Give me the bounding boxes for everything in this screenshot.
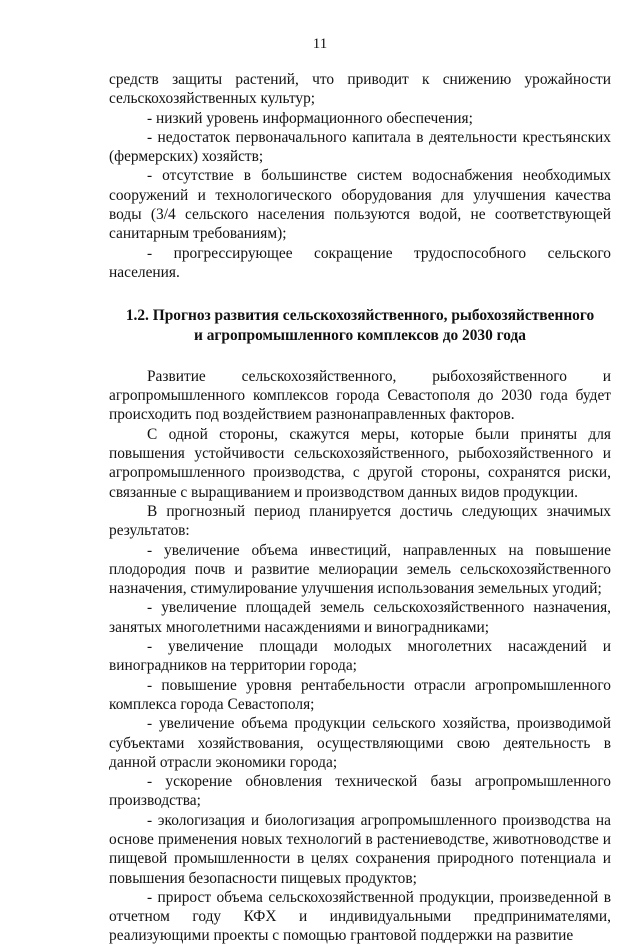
section-heading-line2: и агропромышленного комплексов до 2030 года (194, 326, 526, 344)
section-heading-line1: 1.2. Прогноз развития сельскохозяйственного, рыбохозяйственного (125, 307, 595, 325)
list-item: - ускорение обновления технической базы агропромышленного производства; (109, 773, 611, 810)
list-item: - недостаток первоначального капитала в деятельности крестьянских (фермерских) хозяйств; (109, 128, 611, 166)
paragraph-continuation: средств защиты растений, что приводит к снижению урожайности сельскохозяйственных культур; (109, 71, 611, 108)
list-item: - низкий уровень информационного обеспечения; (147, 109, 473, 127)
paragraph: С одной стороны, скажутся меры, которые были приняты для повышения устойчивости сельскохозяйственного, рыбохозяйственного и агропромышленного производства, с другой стороны, сохранятся риски, связанные с выращиванием и производством данных видов продукции. (109, 425, 611, 501)
section-heading (109, 306, 611, 345)
list-item: - экологизация и биологизация агропромышленного производства на основе применения новых технологий в растениеводстве, животноводстве и пищевой промышленности в целях сохранения природного потенциала и повышения безопасности пищевых продуктов; (109, 811, 611, 887)
paragraph: Развитие сельскохозяйственного, рыбохозяйственного и агропромышленного комплексов города Севастополя до 2030 года будет происходить под воздействием разнонаправленных факторов. (109, 367, 611, 424)
list-item: - прирост объема сельскохозяйственной продукции, произведенной в отчетном году КФХ и индивидуальными предпринимателями, реализующими проекты с помощью грантовой поддержки на развитие (109, 888, 611, 945)
list-item: - повышение уровня рентабельности отрасли агропромышленного комплекса города Севастополя; (109, 676, 611, 713)
list-item: - увеличение площадей земель сельскохозяйственного назначения, занятых многолетними насаждениями и виноградниками; (109, 599, 611, 636)
list-item: - увеличение объема продукции сельского хозяйства, производимой субъектами хозяйствования, осуществляющими свою деятельность в данной отрасли экономики города; (109, 715, 611, 771)
list-item: - прогрессирующее сокращение трудоспособного сельского населения. (109, 244, 611, 281)
document-body (109, 70, 611, 946)
page-number: 11 (312, 36, 328, 52)
list-item: - увеличение объема инвестиций, направленных на повышение плодородия почв и развитие мелиорации земель сельскохозяйственного назначения, стимулирование улучшения использования земельных угодий; (109, 541, 611, 598)
paragraph: В прогнозный период планируется достичь следующих значимых результатов: (109, 502, 611, 540)
list-item: - увеличение площади молодых многолетних насаждений и виноградников на территории города; (109, 638, 611, 675)
list-item: - отсутствие в большинстве систем водоснабжения необходимых сооружений и технологического оборудования для улучшения качества воды (3/4 сельского населения пользуются водой, не соответствующей санитарным требованиям); (109, 167, 611, 243)
